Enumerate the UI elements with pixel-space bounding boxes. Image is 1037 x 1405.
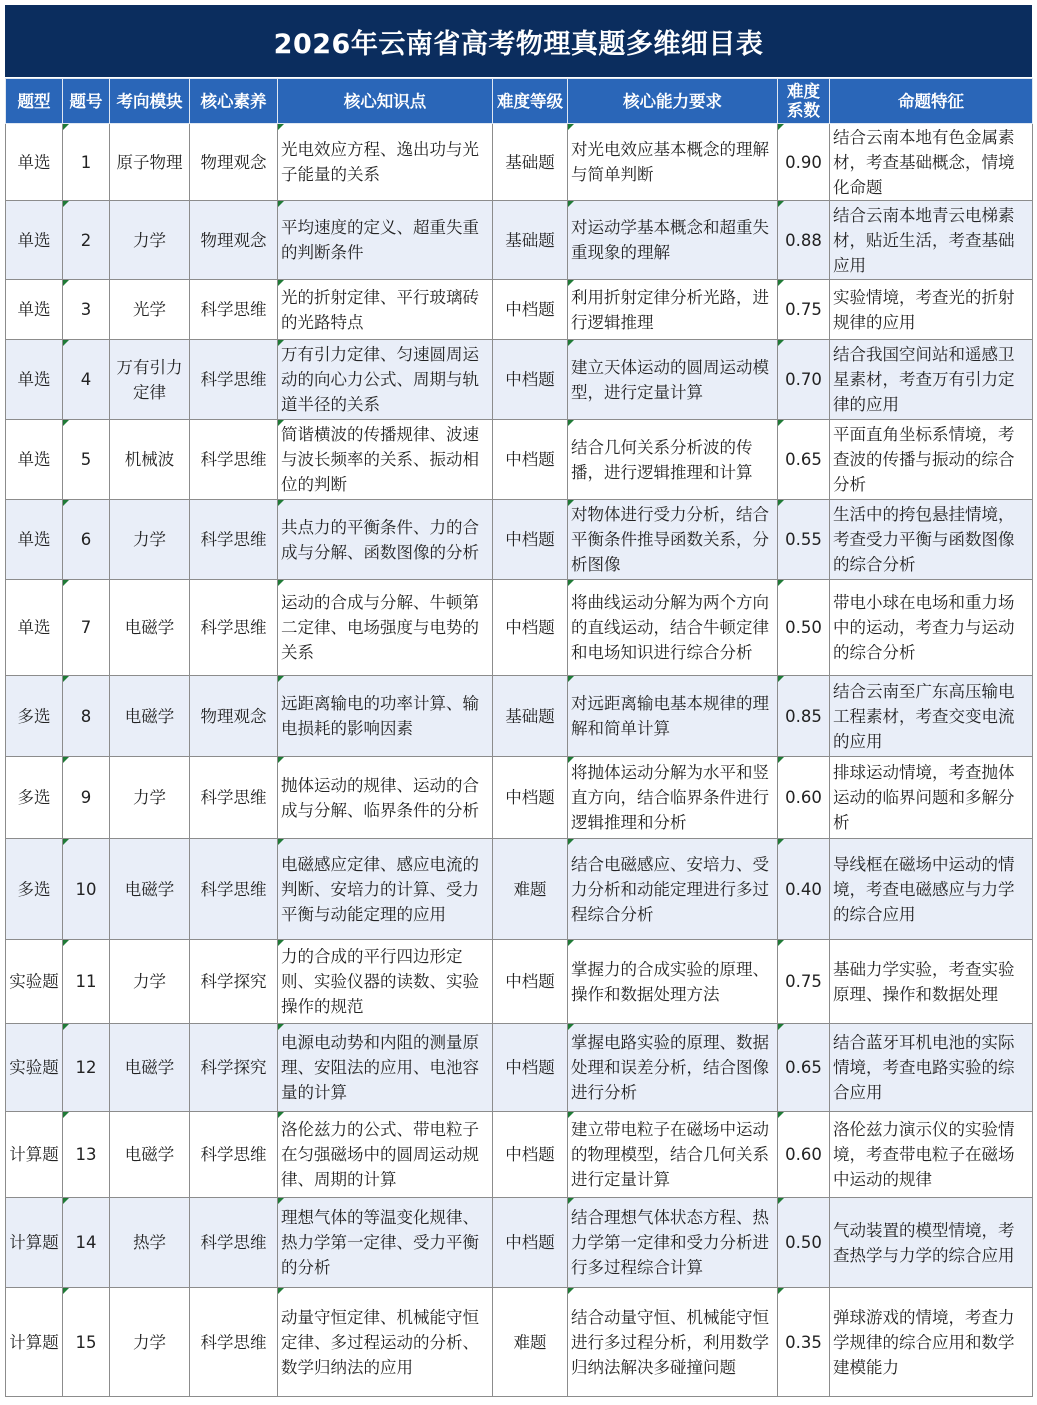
header-row <box>6 79 1033 124</box>
table-row <box>6 676 1033 757</box>
ability-cell[interactable]: 掌握电路实验的原理、数据处理和误差分析，结合图像进行分析 <box>568 1024 778 1112</box>
knowledge-cell[interactable]: 洛伦兹力的公式、带电粒子在匀强磁场中的圆周运动规律、周期的计算 <box>278 1112 493 1198</box>
knowledge-cell[interactable]: 远距离输电的功率计算、输电损耗的影响因素 <box>278 676 493 757</box>
feature-cell[interactable]: 气动装置的模型情境，考查热学与力学的综合应用 <box>830 1198 1033 1288</box>
literacy-cell[interactable]: 科学思维 <box>190 757 278 839</box>
module-cell[interactable]: 原子物理 <box>110 124 190 201</box>
literacy-cell[interactable]: 科学思维 <box>190 1288 278 1397</box>
table-row <box>6 839 1033 940</box>
feature-cell[interactable]: 实验情境，考查光的折射规律的应用 <box>830 280 1033 340</box>
difficulty-level-cell[interactable]: 中档题 <box>493 1112 568 1198</box>
feature-cell[interactable]: 排球运动情境，考查抛体运动的临界问题和多解分析 <box>830 757 1033 839</box>
table-row <box>6 280 1033 340</box>
question-type-cell[interactable]: 单选 <box>6 340 63 420</box>
knowledge-cell[interactable]: 光电效应方程、逸出功与光子能量的关系 <box>278 124 493 201</box>
knowledge-cell[interactable]: 简谐横波的传播规律、波速与波长频率的关系、振动相位的判断 <box>278 420 493 500</box>
feature-cell[interactable]: 结合云南本地有色金属素材，考查基础概念，情境化命题 <box>830 124 1033 201</box>
difficulty-coefficient-cell[interactable]: 0.65 <box>778 420 830 500</box>
table-row <box>6 1024 1033 1112</box>
ability-cell[interactable]: 结合动量守恒、机械能守恒进行多过程分析，利用数学归纳法解决多碰撞问题 <box>568 1288 778 1397</box>
difficulty-level-cell[interactable]: 中档题 <box>493 420 568 500</box>
ability-cell[interactable]: 对远距离输电基本规律的理解和简单计算 <box>568 676 778 757</box>
table-row <box>6 1198 1033 1288</box>
question-type-cell[interactable]: 计算题 <box>6 1112 63 1198</box>
question-type-cell[interactable]: 单选 <box>6 580 63 676</box>
knowledge-cell[interactable]: 电磁感应定律、感应电流的判断、安培力的计算、受力平衡与动能定理的应用 <box>278 839 493 940</box>
ability-cell[interactable]: 利用折射定律分析光路，进行逻辑推理 <box>568 280 778 340</box>
question-number-cell[interactable]: 4 <box>63 340 110 420</box>
difficulty-coefficient-cell[interactable]: 0.40 <box>778 839 830 940</box>
difficulty-level-cell[interactable]: 中档题 <box>493 280 568 340</box>
question-type-cell[interactable]: 单选 <box>6 500 63 580</box>
ability-cell[interactable]: 对光电效应基本概念的理解与简单判断 <box>568 124 778 201</box>
ability-cell[interactable]: 对运动学基本概念和超重失重现象的理解 <box>568 201 778 280</box>
question-type-cell[interactable]: 单选 <box>6 280 63 340</box>
difficulty-coefficient-cell[interactable]: 0.70 <box>778 340 830 420</box>
table-row <box>6 124 1033 201</box>
question-type-cell[interactable]: 多选 <box>6 757 63 839</box>
literacy-cell[interactable]: 物理观念 <box>190 201 278 280</box>
question-type-cell[interactable]: 计算题 <box>6 1288 63 1397</box>
header-feature[interactable]: 命题特征 <box>830 79 1033 124</box>
ability-cell[interactable]: 建立天体运动的圆周运动模型，进行定量计算 <box>568 340 778 420</box>
header-ability[interactable]: 核心能力要求 <box>568 79 778 124</box>
table-row <box>6 940 1033 1024</box>
difficulty-coefficient-cell[interactable]: 0.75 <box>778 940 830 1024</box>
header-number[interactable]: 题号 <box>63 79 110 124</box>
feature-cell[interactable]: 弹球游戏的情境，考查力学规律的综合应用和数学建模能力 <box>830 1288 1033 1397</box>
question-number-cell[interactable]: 2 <box>63 201 110 280</box>
question-type-cell[interactable]: 实验题 <box>6 1024 63 1112</box>
knowledge-cell[interactable]: 理想气体的等温变化规律、热力学第一定律、受力平衡的分析 <box>278 1198 493 1288</box>
question-number-cell[interactable]: 10 <box>63 839 110 940</box>
literacy-cell[interactable]: 科学思维 <box>190 1198 278 1288</box>
literacy-cell[interactable]: 科学探究 <box>190 940 278 1024</box>
literacy-cell[interactable]: 科学思维 <box>190 1112 278 1198</box>
literacy-cell[interactable]: 科学思维 <box>190 500 278 580</box>
ability-cell[interactable]: 对物体进行受力分析，结合平衡条件推导函数关系，分析图像 <box>568 500 778 580</box>
table-row <box>6 201 1033 280</box>
module-cell[interactable]: 力学 <box>110 940 190 1024</box>
ability-cell[interactable]: 建立带电粒子在磁场中运动的物理模型，结合几何关系进行定量计算 <box>568 1112 778 1198</box>
question-number-cell[interactable]: 13 <box>63 1112 110 1198</box>
feature-cell[interactable]: 结合我国空间站和遥感卫星素材，考查万有引力定律的应用 <box>830 340 1033 420</box>
literacy-cell[interactable]: 物理观念 <box>190 676 278 757</box>
question-number-cell[interactable]: 3 <box>63 280 110 340</box>
header-difficulty-level[interactable]: 难度等级 <box>493 79 568 124</box>
table-row <box>6 420 1033 500</box>
table-row <box>6 757 1033 839</box>
table-row <box>6 500 1033 580</box>
header-type[interactable]: 题型 <box>6 79 63 124</box>
spec-table <box>5 78 1033 1397</box>
difficulty-level-cell[interactable]: 基础题 <box>493 201 568 280</box>
question-type-cell[interactable]: 计算题 <box>6 1198 63 1288</box>
question-number-cell[interactable]: 7 <box>63 580 110 676</box>
difficulty-level-cell[interactable]: 中档题 <box>493 1024 568 1112</box>
table-row <box>6 340 1033 420</box>
question-type-cell[interactable]: 多选 <box>6 676 63 757</box>
question-number-cell[interactable]: 9 <box>63 757 110 839</box>
literacy-cell[interactable]: 科学思维 <box>190 839 278 940</box>
difficulty-coefficient-cell[interactable]: 0.60 <box>778 757 830 839</box>
difficulty-coefficient-cell[interactable]: 0.50 <box>778 1198 830 1288</box>
feature-cell[interactable]: 带电小球在电场和重力场中的运动，考查力与运动的综合分析 <box>830 580 1033 676</box>
ability-cell[interactable]: 结合电磁感应、安培力、受力分析和动能定理进行多过程综合分析 <box>568 839 778 940</box>
difficulty-coefficient-cell[interactable]: 0.65 <box>778 1024 830 1112</box>
difficulty-level-cell[interactable]: 中档题 <box>493 340 568 420</box>
question-type-cell[interactable]: 实验题 <box>6 940 63 1024</box>
difficulty-coefficient-cell[interactable]: 0.90 <box>778 124 830 201</box>
difficulty-coefficient-cell[interactable]: 0.50 <box>778 580 830 676</box>
module-cell[interactable]: 力学 <box>110 201 190 280</box>
knowledge-cell[interactable]: 电源电动势和内阻的测量原理、安阻法的应用、电池容量的计算 <box>278 1024 493 1112</box>
ability-cell[interactable]: 将曲线运动分解为两个方向的直线运动，结合牛顿定律和电场知识进行综合分析 <box>568 580 778 676</box>
question-number-cell[interactable]: 15 <box>63 1288 110 1397</box>
difficulty-level-cell[interactable]: 基础题 <box>493 676 568 757</box>
knowledge-cell[interactable]: 运动的合成与分解、牛顿第二定律、电场强度与电势的关系 <box>278 580 493 676</box>
literacy-cell[interactable]: 科学思维 <box>190 420 278 500</box>
question-number-cell[interactable]: 11 <box>63 940 110 1024</box>
ability-cell[interactable]: 结合理想气体状态方程、热力学第一定律和受力分析进行多过程综合计算 <box>568 1198 778 1288</box>
module-cell[interactable]: 万有引力定律 <box>110 340 190 420</box>
difficulty-level-cell[interactable]: 中档题 <box>493 940 568 1024</box>
knowledge-cell[interactable]: 共点力的平衡条件、力的合成与分解、函数图像的分析 <box>278 500 493 580</box>
difficulty-coefficient-cell[interactable]: 0.75 <box>778 280 830 340</box>
module-cell[interactable]: 光学 <box>110 280 190 340</box>
question-type-cell[interactable]: 多选 <box>6 839 63 940</box>
sheet-title: 2026年云南省高考物理真题多维细目表 <box>5 5 1032 77</box>
feature-cell[interactable]: 导线框在磁场中运动的情境，考查电磁感应与力学的综合应用 <box>830 839 1033 940</box>
table-row <box>6 1288 1033 1397</box>
question-number-cell[interactable]: 6 <box>63 500 110 580</box>
module-cell[interactable]: 电磁学 <box>110 1112 190 1198</box>
module-cell[interactable]: 电磁学 <box>110 676 190 757</box>
ability-cell[interactable]: 将抛体运动分解为水平和竖直方向，结合临界条件进行逻辑推理和分析 <box>568 757 778 839</box>
difficulty-level-cell[interactable]: 中档题 <box>493 757 568 839</box>
difficulty-level-cell[interactable]: 难题 <box>493 1288 568 1397</box>
question-number-cell[interactable]: 5 <box>63 420 110 500</box>
feature-cell[interactable]: 生活中的挎包悬挂情境，考查受力平衡与函数图像的综合分析 <box>830 500 1033 580</box>
module-cell[interactable]: 力学 <box>110 500 190 580</box>
literacy-cell[interactable]: 科学探究 <box>190 1024 278 1112</box>
table-row <box>6 1112 1033 1198</box>
knowledge-cell[interactable]: 动量守恒定律、机械能守恒定律、多过程运动的分析、数学归纳法的应用 <box>278 1288 493 1397</box>
knowledge-cell[interactable]: 光的折射定律、平行玻璃砖的光路特点 <box>278 280 493 340</box>
difficulty-level-cell[interactable]: 中档题 <box>493 1198 568 1288</box>
difficulty-level-cell[interactable]: 基础题 <box>493 124 568 201</box>
module-cell[interactable]: 热学 <box>110 1198 190 1288</box>
knowledge-cell[interactable]: 抛体运动的规律、运动的合成与分解、临界条件的分析 <box>278 757 493 839</box>
header-literacy[interactable]: 核心素养 <box>190 79 278 124</box>
module-cell[interactable]: 电磁学 <box>110 1024 190 1112</box>
ability-cell[interactable]: 掌握力的合成实验的原理、操作和数据处理方法 <box>568 940 778 1024</box>
feature-cell[interactable]: 结合云南本地青云电梯素材，贴近生活，考查基础应用 <box>830 201 1033 280</box>
difficulty-coefficient-cell[interactable]: 0.88 <box>778 201 830 280</box>
module-cell[interactable]: 力学 <box>110 1288 190 1397</box>
question-number-cell[interactable]: 14 <box>63 1198 110 1288</box>
difficulty-coefficient-cell[interactable]: 0.60 <box>778 1112 830 1198</box>
difficulty-level-cell[interactable]: 中档题 <box>493 580 568 676</box>
feature-cell[interactable]: 洛伦兹力演示仪的实验情境，考查带电粒子在磁场中运动的规律 <box>830 1112 1033 1198</box>
question-type-cell[interactable]: 单选 <box>6 420 63 500</box>
header-module[interactable]: 考向模块 <box>110 79 190 124</box>
question-number-cell[interactable]: 1 <box>63 124 110 201</box>
question-type-cell[interactable]: 单选 <box>6 201 63 280</box>
knowledge-cell[interactable]: 力的合成的平行四边形定则、实验仪器的读数、实验操作的规范 <box>278 940 493 1024</box>
ability-cell[interactable]: 结合几何关系分析波的传播，进行逻辑推理和计算 <box>568 420 778 500</box>
feature-cell[interactable]: 平面直角坐标系情境，考查波的传播与振动的综合分析 <box>830 420 1033 500</box>
difficulty-level-cell[interactable]: 难题 <box>493 839 568 940</box>
question-type-cell[interactable]: 单选 <box>6 124 63 201</box>
module-cell[interactable]: 电磁学 <box>110 839 190 940</box>
header-knowledge[interactable]: 核心知识点 <box>278 79 493 124</box>
literacy-cell[interactable]: 科学思维 <box>190 340 278 420</box>
question-number-cell[interactable]: 8 <box>63 676 110 757</box>
feature-cell[interactable]: 结合云南至广东高压输电工程素材，考查交变电流的应用 <box>830 676 1033 757</box>
feature-cell[interactable]: 基础力学实验，考查实验原理、操作和数据处理 <box>830 940 1033 1024</box>
literacy-cell[interactable]: 科学思维 <box>190 580 278 676</box>
difficulty-coefficient-cell[interactable]: 0.55 <box>778 500 830 580</box>
module-cell[interactable]: 力学 <box>110 757 190 839</box>
feature-cell[interactable]: 结合蓝牙耳机电池的实际情境，考查电路实验的综合应用 <box>830 1024 1033 1112</box>
difficulty-level-cell[interactable]: 中档题 <box>493 500 568 580</box>
header-difficulty-coefficient[interactable]: 难度系数 <box>778 79 830 124</box>
table-row <box>6 580 1033 676</box>
module-cell[interactable]: 机械波 <box>110 420 190 500</box>
literacy-cell[interactable]: 物理观念 <box>190 124 278 201</box>
question-number-cell[interactable]: 12 <box>63 1024 110 1112</box>
knowledge-cell[interactable]: 万有引力定律、匀速圆周运动的向心力公式、周期与轨道半径的关系 <box>278 340 493 420</box>
module-cell[interactable]: 电磁学 <box>110 580 190 676</box>
literacy-cell[interactable]: 科学思维 <box>190 280 278 340</box>
difficulty-coefficient-cell[interactable]: 0.35 <box>778 1288 830 1397</box>
knowledge-cell[interactable]: 平均速度的定义、超重失重的判断条件 <box>278 201 493 280</box>
difficulty-coefficient-cell[interactable]: 0.85 <box>778 676 830 757</box>
